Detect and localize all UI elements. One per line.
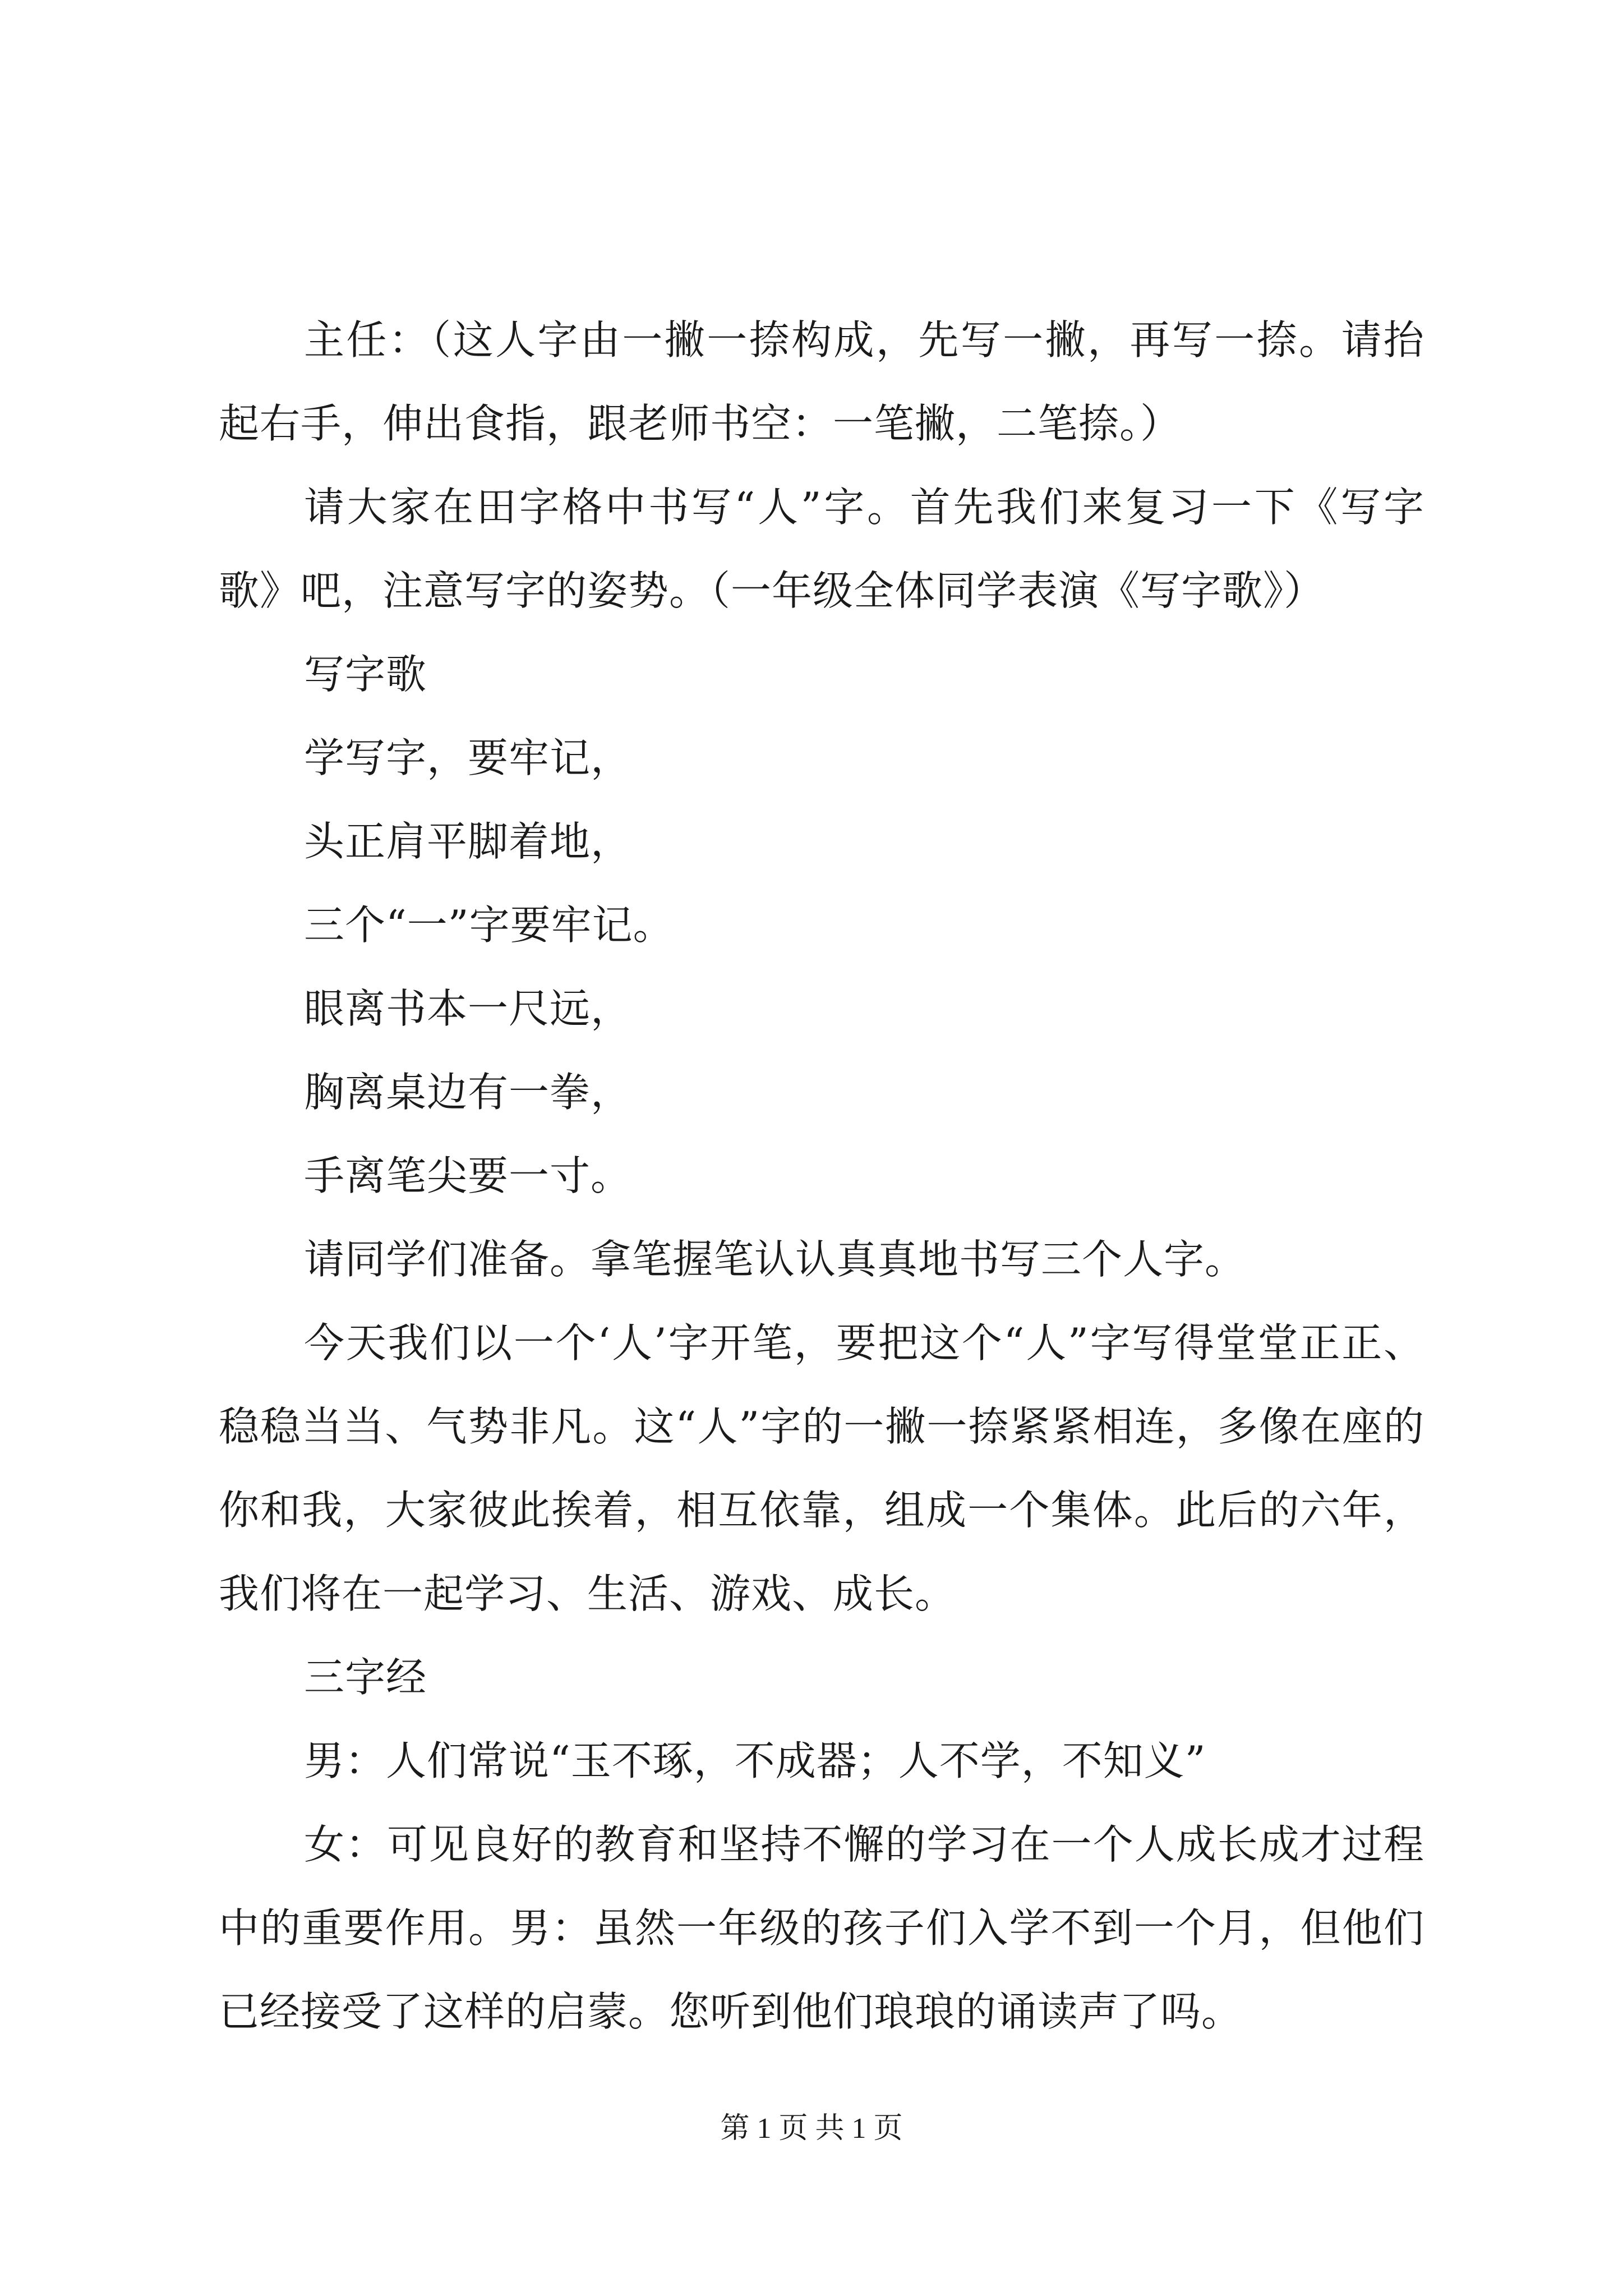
song-title: 写字歌	[304, 651, 427, 698]
paragraph-female-host: 女：可见良好的教育和坚持不懈的学习在一个人成长成才过程中的重要作用。男：虽然一年级的孩子们入学不到一个月，但他们已经接受了这样的启蒙。您听到他们琅琅的诵读声了吗。	[219, 1821, 1424, 2035]
paragraph-male-host: 男：人们常说“玉不琢，不成器；人不学，不知义”	[304, 1737, 1206, 1784]
paragraph-opening-character: 今天我们以一个‘人’字开笔，要把这个“人”字写得堂堂正正、稳稳当当、气势非凡。这“人”字的一撇一捺紧紧相连，多像在座的你和我，大家彼此挨着，相互依靠，组成一个集体。此后的六年，我们将在一起学习、生活、游戏、成长。	[219, 1319, 1424, 1617]
song-line: 三个“一”字要牢记。	[304, 901, 674, 949]
song-line: 眼离书本一尺远，	[304, 985, 632, 1032]
paragraph-write-character: 请大家在田字格中书写“人”字。首先我们来复习一下《写字歌》吧，注意写字的姿势。（一年级全体同学表演《写字歌》）	[219, 484, 1424, 614]
paragraph-director-instruction: 主任：（这人字由一撇一捺构成，先写一撇，再写一捺。请抬起右手，伸出食指，跟老师书空：一笔撇，二笔捺。）	[219, 316, 1424, 447]
section-title-three-character-classic: 三字经	[304, 1654, 427, 1701]
song-line: 胸离桌边有一拳，	[304, 1069, 632, 1116]
song-line: 学写字，要牢记，	[304, 734, 632, 781]
paragraph-prepare: 请同学们准备。拿笔握笔认认真真地书写三个人字。	[304, 1236, 1246, 1283]
song-line: 头正肩平脚着地，	[304, 818, 632, 865]
document-body	[219, 298, 1424, 2054]
song-line: 手离笔尖要一寸。	[304, 1152, 632, 1199]
page-footer: 第 1 页 共 1 页	[720, 2113, 903, 2145]
